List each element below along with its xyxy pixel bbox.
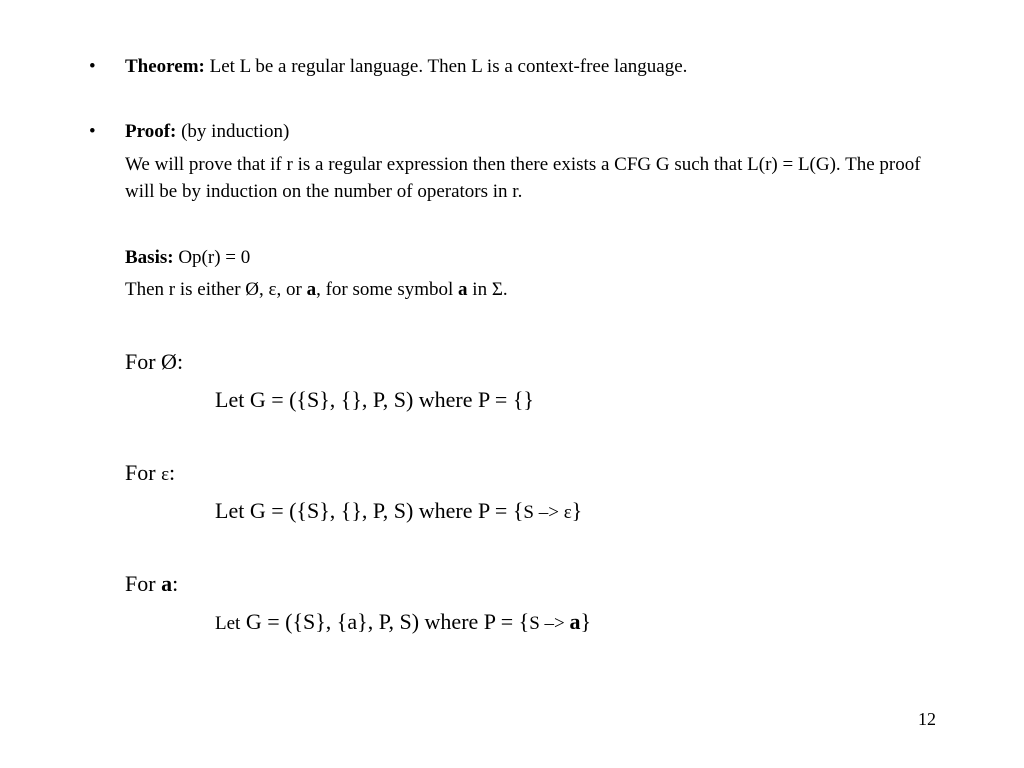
- case-empty-grammar: Let G = ({S}, {}, P, S) where P = {}: [215, 387, 534, 412]
- basis-label: Basis:: [125, 247, 174, 268]
- proof-label: Proof:: [125, 121, 177, 142]
- case-a-symbol: a: [161, 571, 173, 596]
- case-a-rule-symbol: a: [569, 609, 581, 634]
- case-epsilon-grammar-suffix: }: [571, 498, 583, 523]
- case-a-grammar-suffix: }: [580, 609, 592, 634]
- basis-symbol-a: a: [306, 279, 317, 300]
- basis-symbol-a-2: a: [458, 279, 468, 300]
- basis-text: Op(r) = 0: [173, 247, 251, 268]
- case-a-heading: [125, 571, 178, 597]
- basis-line: [125, 247, 250, 269]
- theorem-bullet: •: [89, 56, 96, 77]
- theorem-line: [125, 56, 687, 78]
- case-a-let: Let: [215, 613, 241, 634]
- theorem-text: Let L be a regular language. Then L is a context-free language.: [204, 56, 688, 77]
- case-epsilon-grammar-prefix: Let G = ({S}, {}, P, S) where P = {: [215, 498, 524, 523]
- case-epsilon-grammar: [215, 498, 582, 526]
- case-a-heading-prefix: For: [125, 571, 162, 596]
- basis-description-middle: , for some symbol: [316, 279, 459, 300]
- case-empty-heading: For Ø:: [125, 349, 184, 374]
- proof-line: [125, 121, 289, 143]
- case-a-grammar: [215, 609, 591, 637]
- case-a-grammar-prefix: G = ({S}, {a}, P, S) where P = {: [240, 609, 530, 634]
- proof-paragraph: We will prove that if r is a regular expression then there exists a CFG G such that L(r) = L(G). The proof will be by induction on the number of operators in r.: [125, 154, 921, 202]
- case-epsilon-symbol: ε: [161, 464, 170, 485]
- page-number: 12: [918, 709, 936, 729]
- basis-description-prefix: Then r is either Ø, ε, or: [125, 279, 307, 300]
- case-epsilon-heading-prefix: For: [125, 460, 162, 485]
- proof-bullet: •: [89, 121, 96, 142]
- theorem-label: Theorem:: [125, 56, 205, 77]
- case-epsilon-heading-suffix: :: [169, 460, 176, 485]
- case-a-rule-prefix: S –>: [529, 613, 570, 634]
- case-epsilon-rule: S –> ε: [523, 502, 572, 523]
- basis-description: [125, 279, 508, 301]
- proof-text: (by induction): [176, 121, 290, 142]
- case-epsilon-heading: [125, 460, 175, 488]
- case-a-heading-suffix: :: [172, 571, 179, 596]
- basis-description-suffix: in Σ.: [467, 279, 508, 300]
